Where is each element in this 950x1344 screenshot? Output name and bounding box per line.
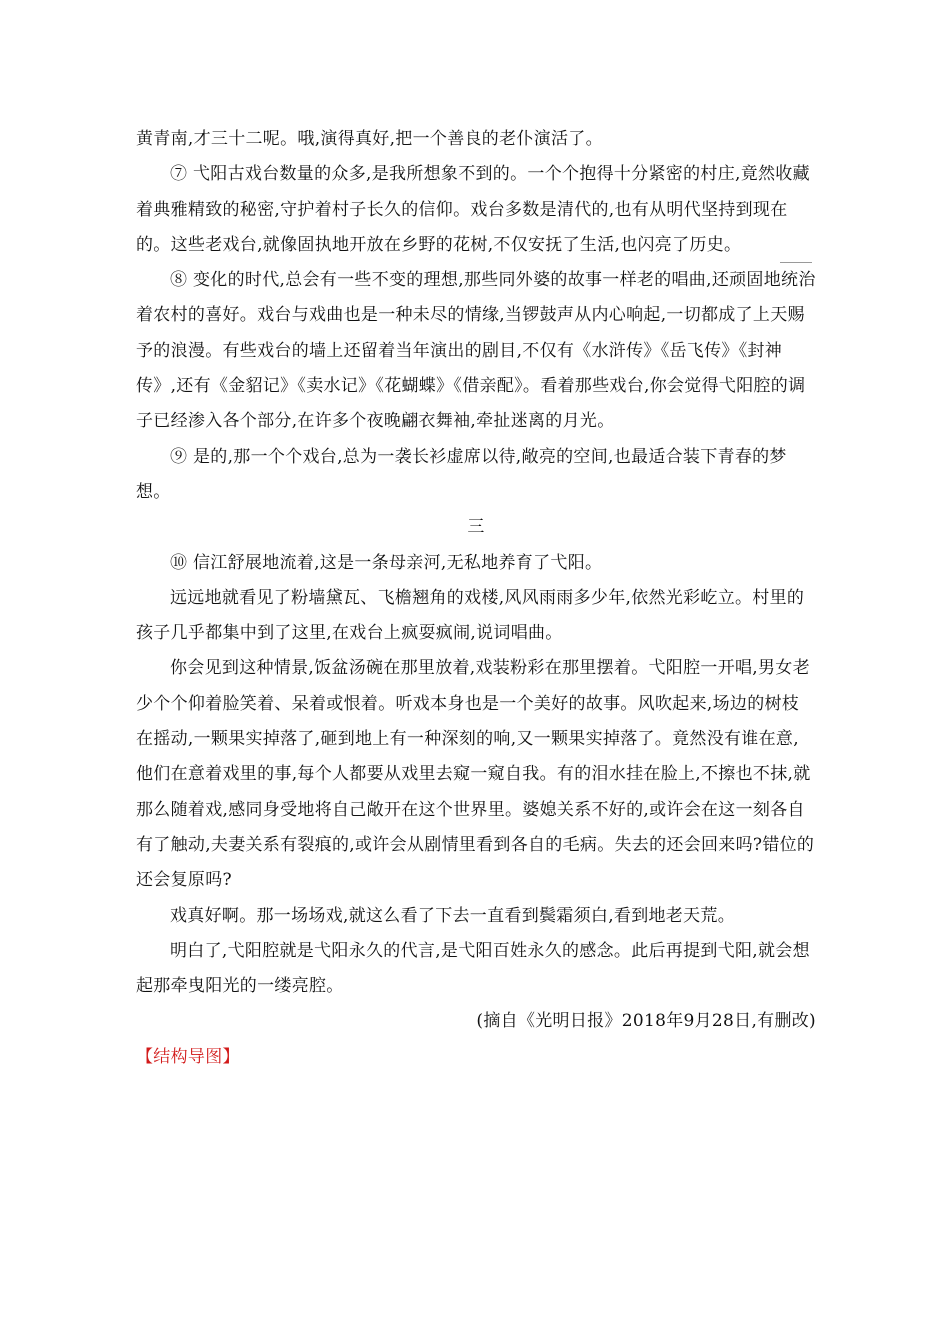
- paragraph-9: ⑨ 是的,那一个个戏台,总为一袭长衫虚席以待,敞亮的空间,也最适合装下青春的梦想。: [136, 446, 787, 502]
- paragraph-7: ⑦ 弋阳古戏台数量的众多,是我所想象不到的。一个个抱得十分紧密的村庄,竟然收藏着典雅精致的秘密,守护着村子长久的信仰。戏台多数是清代的,也有从明代坚持到现在的。这些老戏台,就像固执地开放在乡野的花树,不仅安抚了生活,也闪亮了历史。: [136, 164, 810, 255]
- paragraph-scene: 你会见到这种情景,饭盆汤碗在那里放着,戏装粉彩在那里摆着。弋阳腔一开唱,男女老少个个仰着脸笑着、呆着或恨着。听戏本身也是一个美好的故事。风吹起来,场边的树枝在摇动,一颗果实掉落了,砸到地上有一种深刻的响,又一颗果实掉落了。竟然没有谁在意,他们在意着戏里的事,每个人都要从戏里去窥一窥自我。有的泪水挂在脸上,不擦也不抹,就那么随着戏,感同身受地将自己敞开在这个世界里。婆媳关系不好的,或许会在这一刻各自有了触动,夫妻关系有裂痕的,或许会从剧情里看到各自的毛病。失去的还会回来吗?错位的还会复原吗?: [136, 658, 815, 891]
- paragraph-good-opera: 戏真好啊。那一场场戏,就这么看了下去一直看到鬓霜须白,看到地老天荒。: [170, 905, 736, 926]
- paragraph-conclusion: 明白了,弋阳腔就是弋阳永久的代言,是弋阳百姓永久的感念。此后再提到弋阳,就会想起那牵曳阳光的一缕亮腔。: [136, 940, 810, 997]
- paragraph-continuation: 黄青南,才三十二呢。哦,演得真好,把一个善良的老仆演活了。: [136, 129, 603, 149]
- article-body: [136, 122, 816, 1075]
- section-heading-three: 三: [467, 517, 485, 538]
- structure-diagram-tag: 【结构导图】: [136, 1046, 240, 1067]
- paragraph-8: ⑧ 变化的时代,总会有一些不变的理想,那些同外婆的故事一样老的唱曲,还顽固地统治着农村的喜好。戏台与戏曲也是一种未尽的情缘,当锣鼓声从内心响起,一切都成了上天赐予的浪漫。有些戏台的墙上还留着当年演出的剧目,不仅有《水浒传》《岳飞传》《封神传》,还有《金貂记》《卖水记》《花蝴蝶》《借亲配》。看着那些戏台,你会觉得弋阳腔的调子已经渗入各个部分,在许多个夜晚翩衣舞袖,牵扯迷离的月光。: [136, 270, 816, 432]
- paragraph-opera-tower: 远远地就看见了粉墙黛瓦、飞檐翘角的戏楼,风风雨雨多少年,依然光彩屹立。村里的孩子几乎都集中到了这里,在戏台上疯耍疯闹,说词唱曲。: [136, 587, 805, 644]
- margin-mark: [780, 262, 812, 263]
- paragraph-10: ⑩ 信江舒展地流着,这是一条母亲河,无私地养育了弋阳。: [170, 552, 603, 573]
- source-citation: (摘自《光明日报》2018年9月28日,有删改): [476, 1011, 816, 1032]
